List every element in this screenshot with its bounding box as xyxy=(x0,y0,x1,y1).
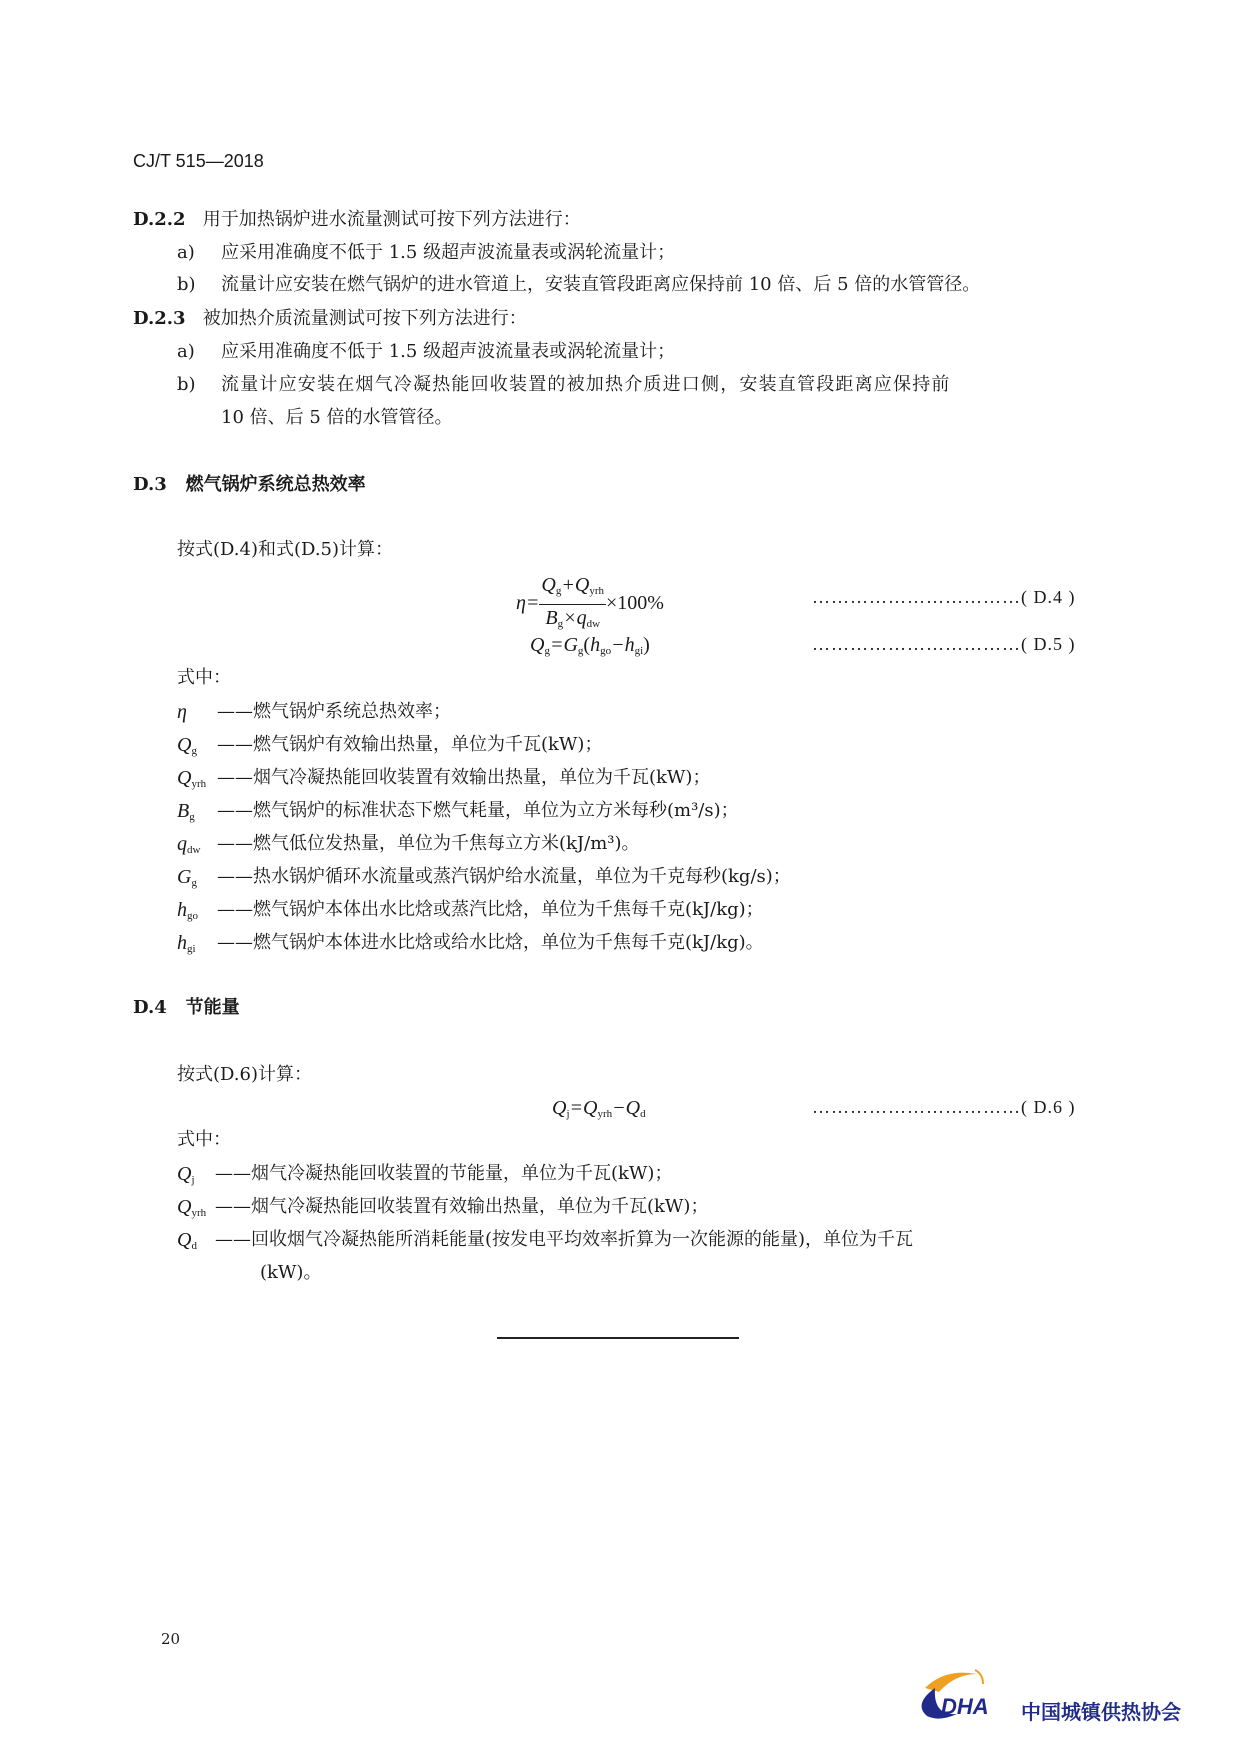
symbol: $Q_{yrh}$ xyxy=(177,767,207,790)
item-text: 流量计应安装在烟气冷凝热能回收装置的被加热介质进口侧，安装直管段距离应保持前 xyxy=(221,374,951,395)
clause-text: 被加热介质流量测试可按下列方法进行： xyxy=(202,308,527,329)
leader-dots: …………………………… xyxy=(812,1097,1021,1117)
symbol: $Q_g$ xyxy=(177,734,197,757)
definition-text: ——燃气锅炉本体出水比焓或蒸汽比焓，单位为千焦每千克(kJ/kg)； xyxy=(217,899,764,920)
definition-text: ——燃气低位发热量，单位为千焦每立方米(kJ/m³)。 xyxy=(217,833,640,854)
symbol: $G_g$ xyxy=(177,866,197,889)
definition-text: ——回收烟气冷凝热能所消耗能量(按发电平均效率折算为一次能源的能量)，单位为千瓦 xyxy=(215,1229,914,1250)
clause-text: 用于加热锅炉进水流量测试可按下列方法进行： xyxy=(202,209,581,230)
formula-d5: $Q_g=G_g(h_{go}-h_{gi})$ xyxy=(530,634,650,657)
equation-label: ( D.5 ) xyxy=(1021,634,1076,654)
definition-item xyxy=(177,1196,709,1224)
end-rule xyxy=(497,1337,739,1339)
definition-item xyxy=(177,1163,673,1191)
where-label: 式中： xyxy=(177,667,231,688)
equation-label: ( D.6 ) xyxy=(1021,1097,1076,1117)
definition-item xyxy=(177,833,640,861)
clause-number: D.2.3 xyxy=(133,308,186,329)
item-text-cont: 10 倍、后 5 倍的水管管径。 xyxy=(221,407,453,428)
cdha-logo-mark xyxy=(905,1664,1015,1724)
definition-item xyxy=(177,899,764,927)
symbol: η xyxy=(177,701,187,723)
definition-text: ——烟气冷凝热能回收装置的节能量，单位为千瓦(kW)； xyxy=(215,1163,673,1184)
page-number: 20 xyxy=(161,1630,181,1648)
formula-intro: 按式(D.6)计算： xyxy=(177,1064,313,1085)
symbol: $Q_j$ xyxy=(177,1163,195,1186)
definition-item xyxy=(177,866,791,894)
symbol: $q_{dw}$ xyxy=(177,833,201,856)
section-title: 节能量 xyxy=(185,997,240,1018)
definition-text: ——燃气锅炉有效输出热量，单位为千瓦(kW)； xyxy=(217,734,603,755)
cdha-logo-name: 中国城镇供热协会 xyxy=(1021,1700,1181,1724)
definition-cont: (kW)。 xyxy=(260,1262,322,1283)
symbol: $h_{gi}$ xyxy=(177,932,196,955)
symbol: $h_{go}$ xyxy=(177,899,198,922)
leader-dots: …………………………… xyxy=(812,587,1021,607)
item-mark: b) xyxy=(177,274,196,295)
standard-number: CJ/T 515—2018 xyxy=(133,151,264,171)
cdha-logo xyxy=(905,1664,1225,1724)
section-number: D.3 xyxy=(133,474,167,495)
definition-text: ——烟气冷凝热能回收装置有效输出热量，单位为千瓦(kW)； xyxy=(215,1196,709,1217)
definition-item xyxy=(177,932,764,960)
definition-text: ——热水锅炉循环水流量或蒸汽锅炉给水流量，单位为千克每秒(kg/s)； xyxy=(217,866,791,887)
equation-label: ( D.4 ) xyxy=(1021,587,1076,607)
item-mark: a) xyxy=(177,242,195,263)
formula-d6: $Q_j=Q_{yrh}-Q_d$ xyxy=(552,1097,646,1120)
definition-item xyxy=(177,767,711,795)
item-text: 应采用准确度不低于 1.5 级超声波流量表或涡轮流量计； xyxy=(221,341,676,362)
clause-number: D.2.2 xyxy=(133,209,186,230)
item-mark: a) xyxy=(177,341,195,362)
definition-item xyxy=(177,734,603,762)
svg-text:DHA: DHA xyxy=(941,1694,989,1719)
definition-text: ——烟气冷凝热能回收装置有效输出热量，单位为千瓦(kW)； xyxy=(217,767,711,788)
definition-item xyxy=(177,1229,914,1257)
symbol: $Q_{yrh}$ xyxy=(177,1196,207,1219)
definition-item xyxy=(177,800,739,828)
item-mark: b) xyxy=(177,374,196,395)
definition-text: ——燃气锅炉的标准状态下燃气耗量，单位为立方米每秒(m³/s)； xyxy=(217,800,739,821)
where-label: 式中： xyxy=(177,1129,231,1150)
formula-d4: η= $\frac{Q_g+Q_{yrh}}{B_g\times q_{dw}}$ ×100% xyxy=(516,574,664,630)
section-title: 燃气锅炉系统总热效率 xyxy=(185,474,366,495)
section-number: D.4 xyxy=(133,997,167,1018)
symbol: $Q_d$ xyxy=(177,1229,197,1252)
definition-text: ——燃气锅炉系统总热效率； xyxy=(217,701,451,722)
item-text: 应采用准确度不低于 1.5 级超声波流量表或涡轮流量计； xyxy=(221,242,676,263)
symbol: $B_g$ xyxy=(177,800,195,823)
definition-item xyxy=(177,701,451,729)
leader-dots: …………………………… xyxy=(812,634,1021,654)
item-text: 流量计应安装在燃气锅炉的进水管道上，安装直管段距离应保持前 10 倍、后 5 倍的水管管径。 xyxy=(221,274,981,295)
formula-intro: 按式(D.4)和式(D.5)计算： xyxy=(177,539,394,560)
definition-text: ——燃气锅炉本体进水比焓或给水比焓，单位为千焦每千克(kJ/kg)。 xyxy=(217,932,764,953)
